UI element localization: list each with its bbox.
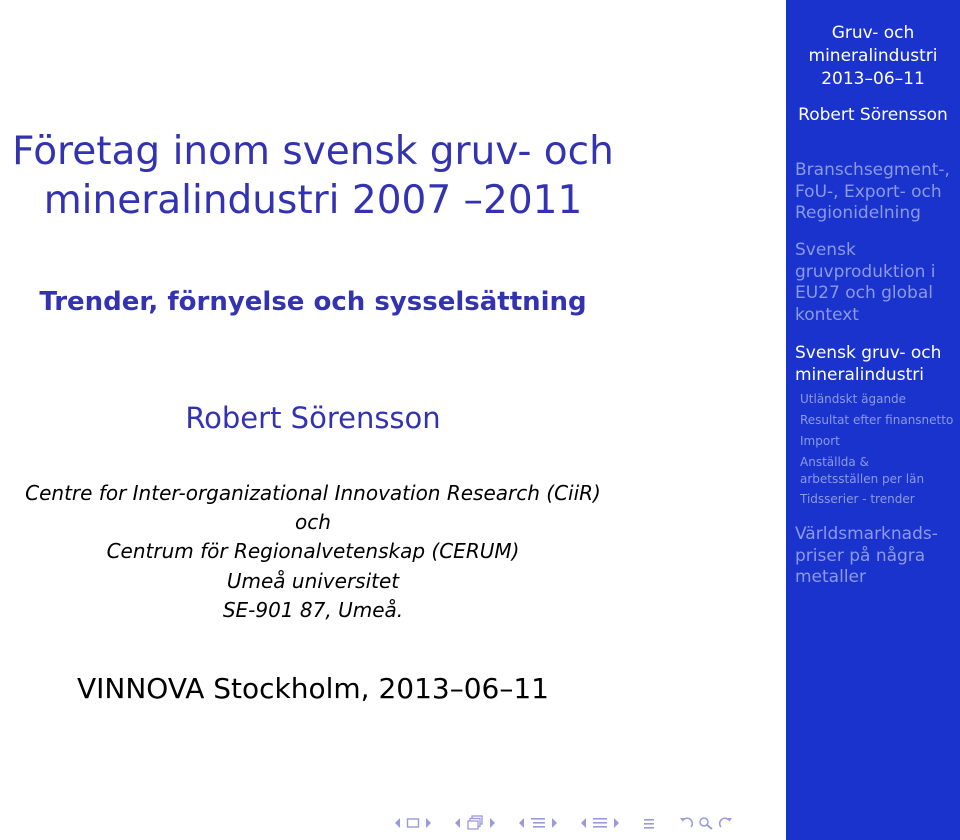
sidebar-item-label: kontext	[795, 304, 859, 325]
frame-next-icon[interactable]	[424, 817, 432, 829]
document-icon[interactable]	[642, 816, 656, 830]
subsection-prev-icon[interactable]	[454, 817, 462, 829]
sidebar-item-svensk-gruvproduktion[interactable]	[795, 240, 955, 326]
sidebar-item-label: EU27 och global	[795, 283, 933, 303]
sidebar-item-label: Branschsegment-,	[795, 160, 950, 180]
author-name: Robert Sörensson	[185, 401, 441, 435]
appendix-next-icon[interactable]	[612, 817, 620, 829]
frame-prev-icon[interactable]	[394, 817, 402, 829]
sidebar-subitem-resultat[interactable]: Resultat efter finansnetto	[800, 413, 954, 427]
institute-line: Centre for Inter-organizational Innovation Research (CiiR)	[25, 481, 601, 505]
institute-block	[0, 479, 626, 625]
sidebar-item-label: mineralindustri	[795, 364, 924, 385]
frame-icon[interactable]	[406, 817, 420, 829]
sidebar-subitem-utlandskt-agande[interactable]: Utländskt ägande	[800, 392, 907, 406]
search-icon[interactable]	[698, 816, 714, 830]
forward-icon[interactable]	[718, 816, 734, 830]
institute-line: SE-901 87, Umeå.	[222, 597, 404, 622]
sidebar-subitem-import[interactable]: Import	[800, 434, 840, 448]
sidebar-title-line: mineralindustri	[808, 46, 938, 66]
sidebar-title-line: Gruv- och	[831, 23, 915, 43]
sidebar-item-label: metaller	[795, 567, 866, 587]
slide-subtitle: Trender, förnyelse och sysselsättning	[39, 287, 587, 317]
sidebar-item-label: Världsmarknads-	[795, 524, 938, 544]
title-line-1: Företag inom svensk gruv- och	[12, 129, 614, 174]
sidebar-item-label: Svensk gruv- och	[795, 343, 942, 363]
slide-title	[0, 127, 626, 225]
sidebar-item-label: Svensk	[795, 240, 856, 260]
sidebar-item-label: Regionidelning	[795, 203, 921, 223]
sidebar-item-label: FoU-, Export- och	[795, 181, 942, 202]
sidebar-item-label: priser på några	[795, 545, 926, 566]
sidebar-subitem-tidsserier[interactable]: Tidsserier - trender	[800, 492, 915, 506]
institute-line: Centrum för Regionalvetenskap (CERUM)	[106, 539, 520, 564]
section-next-icon[interactable]	[550, 817, 558, 829]
presentation-date: VINNOVA Stockholm, 2013–06–11	[76, 672, 549, 705]
institute-line: Umeå universitet	[226, 568, 400, 593]
sidebar	[786, 0, 960, 840]
section-icon[interactable]	[530, 816, 546, 830]
institute-line: och	[295, 510, 331, 535]
sidebar-item-label: gruvproduktion i	[795, 261, 936, 282]
sidebar-item-svensk-gruv-och-mineralindustri[interactable]	[795, 343, 955, 386]
sidebar-item-branschsegment[interactable]	[795, 160, 955, 225]
sidebar-title[interactable]	[786, 22, 960, 91]
sidebar-item-varldsmarknadspriser[interactable]	[795, 524, 955, 589]
appendix-prev-icon[interactable]	[580, 817, 588, 829]
sidebar-author[interactable]: Robert Sörensson	[798, 105, 948, 125]
title-line-2: mineralindustri 2007 –2011	[43, 178, 583, 223]
appendix-icon[interactable]	[592, 816, 608, 830]
subsection-next-icon[interactable]	[488, 817, 496, 829]
beamer-navigation-bar	[394, 812, 784, 834]
subsection-icon[interactable]	[466, 815, 484, 831]
sidebar-title-line: 2013–06–11	[821, 69, 925, 89]
sidebar-subitem-anstallda[interactable]: Anställda & arbetsställen per län	[800, 455, 925, 486]
back-icon[interactable]	[678, 816, 694, 830]
section-prev-icon[interactable]	[518, 817, 526, 829]
